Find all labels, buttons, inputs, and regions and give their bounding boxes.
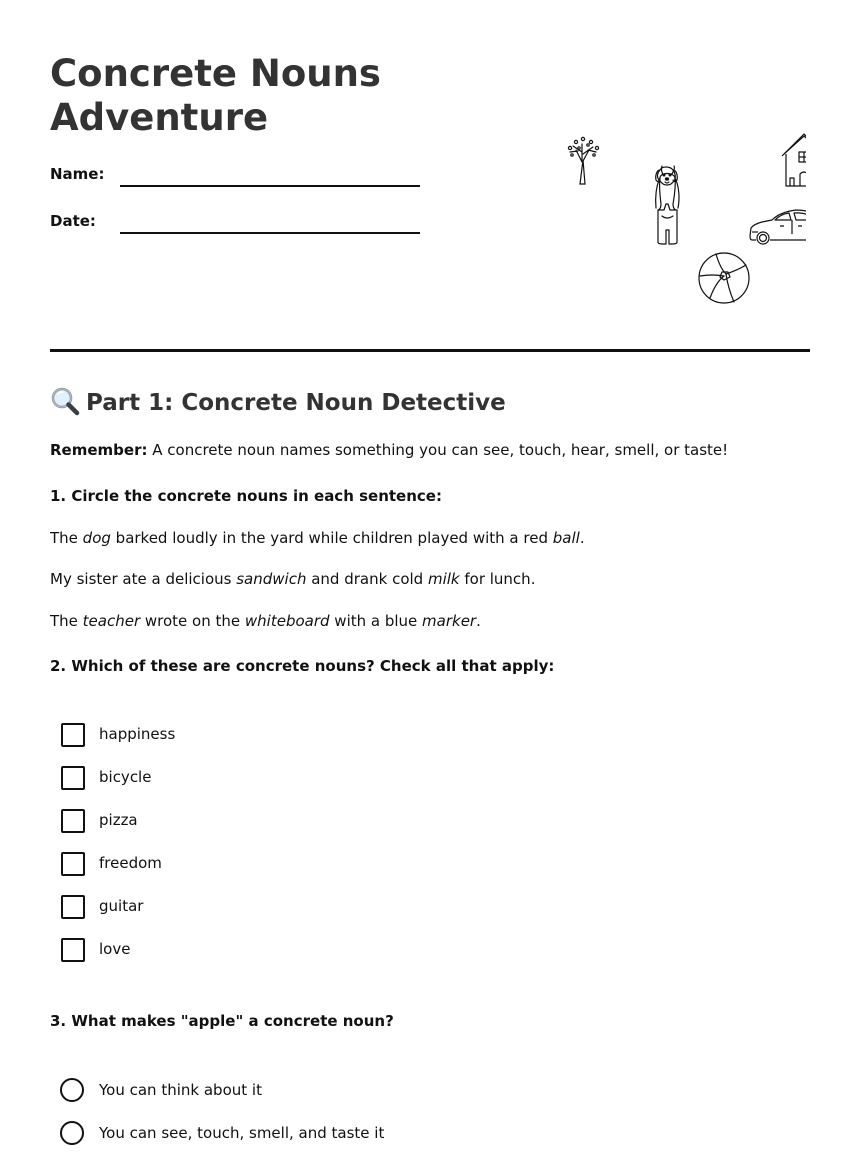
magnifying-glass-icon [50, 386, 80, 416]
checkbox-label: guitar [99, 897, 144, 915]
name-field[interactable] [50, 163, 430, 187]
sentence-2 [50, 568, 535, 590]
noun-milk[interactable]: milk [427, 570, 460, 588]
name-label: Name: [50, 165, 105, 183]
part1-title [50, 386, 506, 420]
remember-text: A concrete noun names something you can see, touch, hear, smell, or taste! [147, 441, 729, 459]
sentence-text: The [50, 529, 83, 547]
checkbox-option-guitar[interactable] [60, 894, 460, 920]
name-line[interactable] [120, 185, 420, 187]
sentence-text: . [579, 529, 585, 547]
noun-whiteboard[interactable]: whiteboard [244, 612, 330, 630]
question-1-prompt: 1. Circle the concrete nouns in each sentence: [50, 487, 442, 505]
checkbox-label: happiness [99, 725, 176, 743]
checkbox[interactable] [61, 895, 85, 919]
sentence-text: with a blue [329, 612, 423, 630]
checkbox[interactable] [61, 809, 85, 833]
noun-ball[interactable]: ball [552, 529, 580, 547]
checkbox-option-love[interactable] [60, 937, 460, 963]
sentence-text: barked loudly in the yard while children played with a red [110, 529, 553, 547]
checkbox-label: pizza [99, 811, 138, 829]
date-field[interactable] [50, 210, 430, 234]
radio-label: You can see, touch, smell, and taste it [99, 1124, 385, 1142]
checkbox[interactable] [61, 938, 85, 962]
page-title [50, 52, 470, 140]
part1-title-text: Part 1: Concrete Noun Detective [86, 390, 506, 416]
checkbox[interactable] [61, 766, 85, 790]
sentence-text: . [476, 612, 481, 630]
checkbox-option-happiness[interactable] [60, 722, 460, 748]
sentence-text: The [50, 612, 83, 630]
car-icon [750, 210, 806, 244]
date-line[interactable] [120, 232, 420, 234]
checkbox-option-freedom[interactable] [60, 851, 460, 877]
sentence-3 [50, 610, 481, 632]
tree-icon [568, 137, 598, 184]
header-divider [50, 349, 810, 352]
title-line-2: Adventure [50, 96, 269, 139]
checkbox-label: bicycle [99, 768, 152, 786]
sentence-text: wrote on the [140, 612, 245, 630]
noun-teacher[interactable]: teacher [82, 612, 141, 630]
noun-illustration [556, 120, 806, 320]
worksheet-page [50, 0, 810, 1161]
sentence-1 [50, 527, 585, 549]
dog-icon [656, 166, 679, 244]
sentence-text: My sister ate a delicious [50, 570, 237, 588]
checkbox-option-bicycle[interactable] [60, 765, 460, 791]
checkbox-option-pizza[interactable] [60, 808, 460, 834]
checkbox[interactable] [61, 723, 85, 747]
radio-label: You can think about it [99, 1081, 262, 1099]
remember-label: Remember: [50, 441, 148, 459]
house-icon [782, 134, 806, 186]
ball-icon [699, 253, 749, 303]
question-2-prompt: 2. Which of these are concrete nouns? Check all that apply: [50, 657, 555, 675]
remember-note [50, 439, 728, 461]
radio-option-think[interactable] [60, 1078, 460, 1104]
radio-option-senses[interactable] [60, 1121, 460, 1147]
noun-dog[interactable]: dog [82, 529, 111, 547]
title-line-1: Concrete Nouns [50, 52, 381, 95]
checkbox[interactable] [61, 852, 85, 876]
radio-button[interactable] [60, 1121, 84, 1145]
radio-button[interactable] [60, 1078, 84, 1102]
checkbox-label: freedom [99, 854, 162, 872]
sentence-text: and drank cold [306, 570, 428, 588]
checkbox-label: love [99, 940, 131, 958]
noun-sandwich[interactable]: sandwich [236, 570, 307, 588]
question-3-prompt: 3. What makes "apple" a concrete noun? [50, 1012, 394, 1030]
sentence-text: for lunch. [459, 570, 536, 588]
noun-marker[interactable]: marker [422, 612, 477, 630]
date-label: Date: [50, 212, 96, 230]
